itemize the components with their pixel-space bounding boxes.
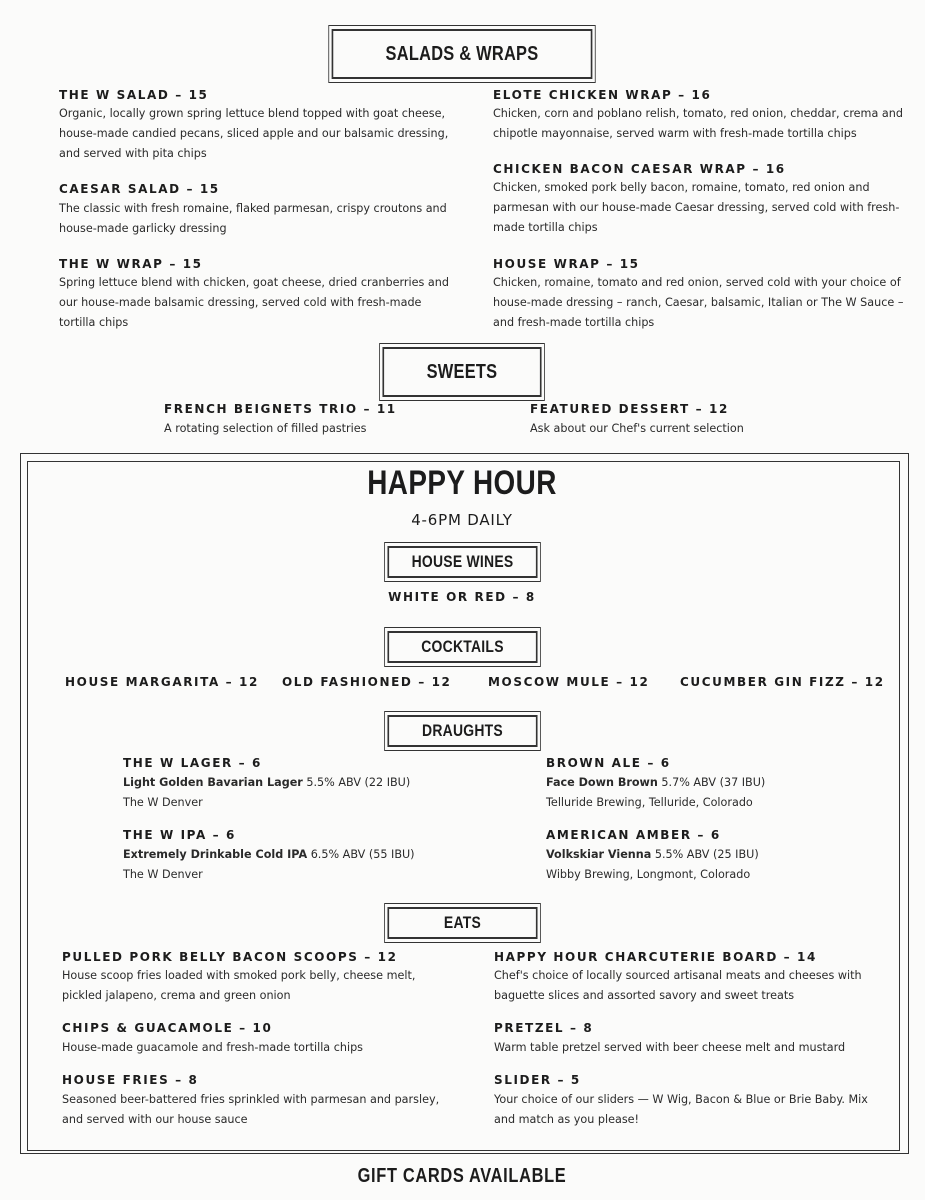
item-title: FRENCH BEIGNETS TRIO – 11 <box>164 402 397 416</box>
item-desc: A rotating selection of filled pastries <box>164 422 367 435</box>
draught-detail <box>546 845 866 865</box>
item-desc: House scoop fries loaded with smoked pork belly, cheese melt, pickled jalapeno, crema and green onion <box>62 969 416 1002</box>
cocktail-item: OLD FASHIONED – 12 <box>282 675 452 689</box>
cocktail-item: MOSCOW MULE – 12 <box>488 675 650 689</box>
draught-detail <box>123 845 443 865</box>
item-desc: Chicken, smoked pork belly bacon, romaine, tomato, red onion and parmesan with our house-made Caesar dressing, served cold with fresh-made tortilla chips <box>493 181 900 234</box>
item-desc: Spring lettuce blend with chicken, goat cheese, dried cranberries and our house-made balsamic dressing, served cold with fresh-made tortilla chips <box>59 276 449 329</box>
salads-wraps-heading: SALADS & WRAPS <box>332 29 593 79</box>
item-title: HOUSE WRAP – 15 <box>493 257 640 271</box>
cocktails-heading: COCKTAILS <box>387 631 537 663</box>
item-desc: Warm table pretzel served with beer cheese melt and mustard <box>494 1041 846 1054</box>
eats-heading: EATS <box>387 907 537 939</box>
item-desc: The classic with fresh romaine, flaked parmesan, crispy croutons and house-made garlicky dressing <box>59 202 447 235</box>
item-desc: Chicken, romaine, tomato and red onion, served cold with your choice of house-made dressing – ranch, Caesar, balsamic, Italian or The W Sauce – and fresh-made tortilla chips <box>493 276 904 329</box>
draught-detail <box>546 773 866 793</box>
item-title: CAESAR SALAD – 15 <box>59 182 220 196</box>
draught-title: AMERICAN AMBER – 6 <box>546 828 721 842</box>
gift-cards-footer: GIFT CARDS AVAILABLE <box>357 1165 567 1187</box>
item-title: CHIPS & GUACAMOLE – 10 <box>62 1021 273 1035</box>
item-title: THE W WRAP – 15 <box>59 257 203 271</box>
item-desc: Ask about our Chef's current selection <box>530 422 744 435</box>
brewery: Telluride Brewing, Telluride, Colorado <box>546 796 753 809</box>
item-title: PRETZEL – 8 <box>494 1021 594 1035</box>
cocktail-item: HOUSE MARGARITA – 12 <box>65 675 259 689</box>
draught-title: BROWN ALE – 6 <box>546 756 671 770</box>
item-desc: Chicken, corn and poblano relish, tomato, red onion, cheddar, crema and chipotle mayonnaise, served warm with fresh-made tortilla chips <box>493 107 903 140</box>
beer-name: Light Golden Bavarian Lager <box>123 776 303 789</box>
beer-name: Extremely Drinkable Cold IPA <box>123 848 308 861</box>
item-title: CHICKEN BACON CAESAR WRAP – 16 <box>493 162 786 176</box>
house-wines-heading: HOUSE WINES <box>387 546 537 578</box>
item-title: HOUSE FRIES – 8 <box>62 1073 199 1087</box>
brewery: The W Denver <box>123 868 203 881</box>
draught-detail <box>123 773 443 793</box>
item-title: FEATURED DESSERT – 12 <box>530 402 729 416</box>
draught-title: THE W IPA – 6 <box>123 828 236 842</box>
house-wine-item: WHITE OR RED – 8 <box>388 590 536 604</box>
beer-abv: 5.7% ABV (37 IBU) <box>661 776 766 789</box>
beer-abv: 5.5% ABV (25 IBU) <box>654 848 759 861</box>
item-desc: Chef's choice of locally sourced artisanal meats and cheeses with baguette slices and assorted savory and sweet treats <box>494 969 862 1002</box>
beer-name: Volkskiar Vienna <box>546 848 652 861</box>
happy-hour-subtitle: 4-6PM DAILY <box>411 511 513 529</box>
draught-title: THE W LAGER – 6 <box>123 756 262 770</box>
beer-name: Face Down Brown <box>546 776 658 789</box>
brewery: The W Denver <box>123 796 203 809</box>
item-title: SLIDER – 5 <box>494 1073 581 1087</box>
beer-abv: 5.5% ABV (22 IBU) <box>306 776 411 789</box>
item-title: ELOTE CHICKEN WRAP – 16 <box>493 88 712 102</box>
brewery: Wibby Brewing, Longmont, Colorado <box>546 868 751 881</box>
item-title: HAPPY HOUR CHARCUTERIE BOARD – 14 <box>494 950 817 964</box>
item-title: PULLED PORK BELLY BACON SCOOPS – 12 <box>62 950 398 964</box>
beer-abv: 6.5% ABV (55 IBU) <box>310 848 415 861</box>
item-title: THE W SALAD – 15 <box>59 88 209 102</box>
item-desc: Seasoned beer-battered fries sprinkled with parmesan and parsley, and served with our house sauce <box>62 1093 440 1126</box>
draughts-heading: DRAUGHTS <box>387 715 537 747</box>
item-desc: House-made guacamole and fresh-made tortilla chips <box>62 1041 363 1054</box>
happy-hour-title: HAPPY HOUR <box>367 464 557 502</box>
item-desc: Organic, locally grown spring lettuce blend topped with goat cheese, house-made candied pecans, sliced apple and our balsamic dressing, and served with pita chips <box>59 107 449 160</box>
item-desc: Your choice of our sliders — W Wig, Bacon & Blue or Brie Baby. Mix and match as you please! <box>494 1093 868 1126</box>
cocktail-item: CUCUMBER GIN FIZZ – 12 <box>680 675 885 689</box>
sweets-heading: SWEETS <box>382 347 541 397</box>
